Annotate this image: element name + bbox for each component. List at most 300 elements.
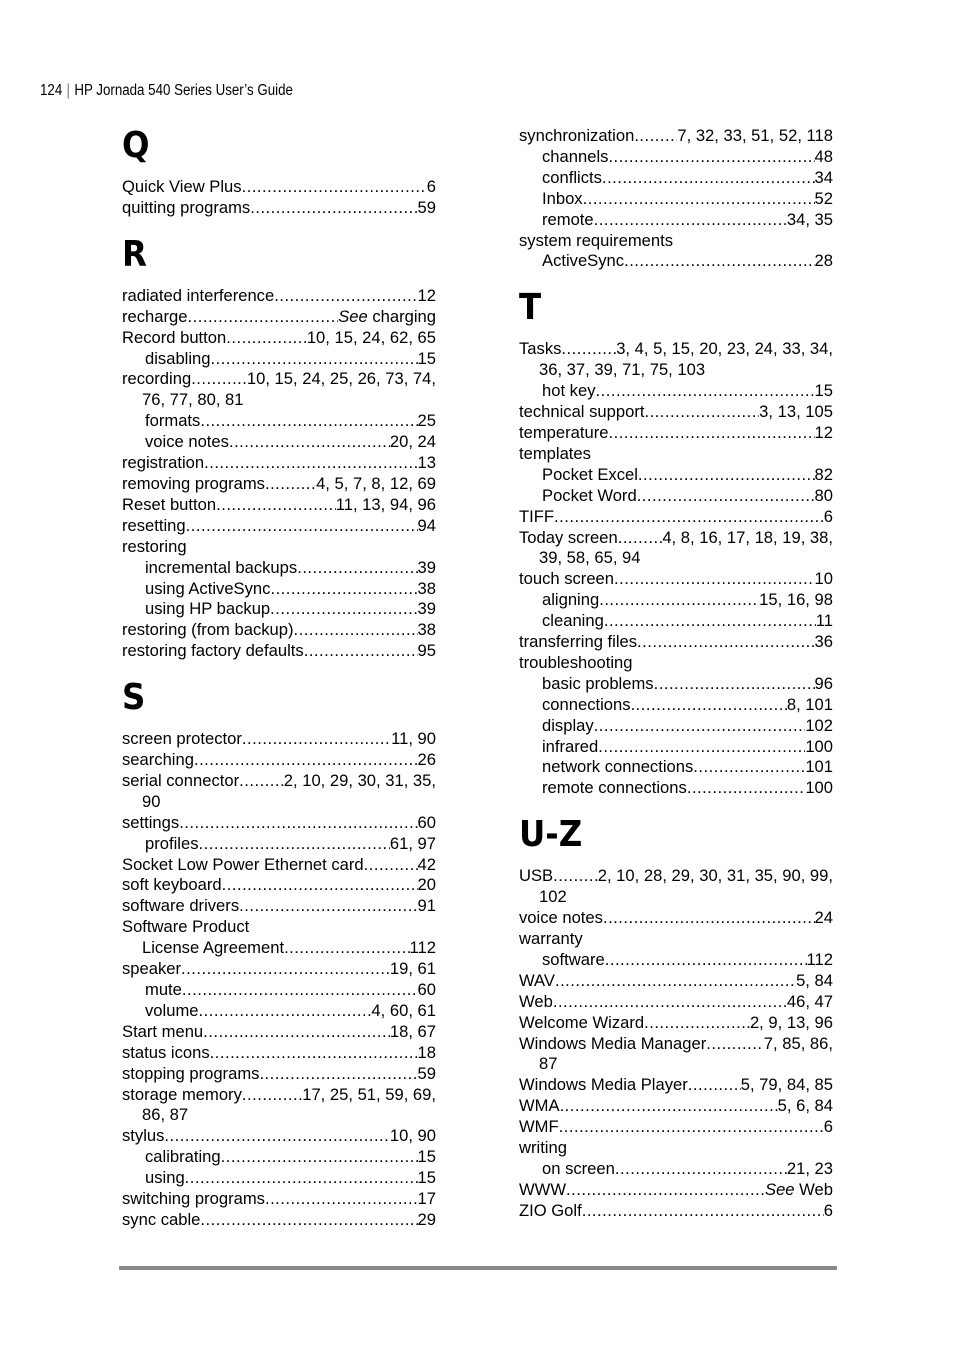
entry-term: WMA: [519, 1096, 560, 1116]
index-row: [519, 231, 833, 252]
entry-pages: [677, 126, 833, 147]
entry-pages: [764, 1034, 833, 1055]
entry-pages: [418, 579, 436, 600]
index-entry: [519, 929, 833, 950]
entry-term: Start menu: [122, 1021, 204, 1041]
page-numbers: 80: [814, 485, 833, 505]
index-entry: [122, 495, 436, 516]
page-numbers: 95: [417, 641, 436, 661]
entry-term: using ActiveSync: [145, 578, 271, 598]
index-row: [122, 729, 436, 750]
entry-pages: [759, 590, 833, 611]
index-row: [122, 959, 436, 980]
index-subentry: [122, 599, 436, 620]
page-numbers: 12: [417, 285, 436, 305]
entry-pages: [662, 528, 833, 549]
dot-leader: [297, 558, 417, 579]
index-subentry: [519, 716, 833, 737]
index-row: [122, 750, 436, 771]
index-row: [519, 737, 833, 758]
dot-leader: [222, 875, 418, 896]
entry-term: hot key: [542, 381, 596, 401]
dot-leader: [185, 1168, 418, 1189]
entry-pages: [418, 875, 436, 896]
entry-continuation: 76, 77, 80, 81: [142, 390, 244, 410]
entry-pages: [390, 1126, 436, 1147]
index-entry: [122, 328, 436, 349]
entry-term: disabling: [145, 348, 211, 368]
page-numbers: 100: [805, 736, 833, 756]
index-row: [519, 402, 833, 423]
index-row: [122, 307, 436, 328]
index-row: [122, 1064, 436, 1085]
page-numbers: 11, 90: [391, 729, 436, 749]
index-row: [122, 349, 436, 370]
index-row: [519, 611, 833, 632]
page-numbers: 34, 35: [786, 209, 833, 229]
index-entry: [122, 453, 436, 474]
page-numbers: 17, 25, 51, 59, 69,: [302, 1084, 436, 1104]
index-subentry: [519, 147, 833, 168]
page-header: [40, 82, 293, 100]
index-row: [519, 1075, 833, 1096]
entry-pages: [815, 632, 833, 653]
dot-leader: [364, 855, 418, 876]
entry-term: conflicts: [542, 167, 602, 187]
entry-term: USB: [519, 866, 554, 886]
entry-pages: [815, 251, 833, 272]
entry-pages: [787, 695, 833, 716]
index-row: [122, 641, 436, 662]
page-numbers: 20: [417, 875, 436, 895]
index-row: [519, 168, 833, 189]
page-numbers: 112: [806, 949, 833, 969]
index-section: [519, 126, 833, 272]
dot-leader: [221, 1147, 418, 1168]
entry-pages: [805, 757, 833, 778]
dot-leader: [602, 168, 815, 189]
dot-leader: [634, 126, 677, 147]
entry-term: synchronization: [519, 126, 635, 145]
entry-term: quitting programs: [122, 197, 251, 217]
index-row: [519, 716, 833, 737]
entry-term: profiles: [145, 833, 199, 853]
dot-leader: [203, 1022, 390, 1043]
entry-pages: [418, 855, 436, 876]
entry-term: remote: [542, 209, 594, 229]
dot-leader: [596, 381, 815, 402]
index-row: [519, 1201, 833, 1222]
entry-term: WMF: [519, 1117, 559, 1137]
index-subentry: [519, 210, 833, 231]
page-numbers: 4, 60, 61: [371, 1000, 436, 1020]
index-row: [122, 328, 436, 349]
index-row: [519, 950, 833, 971]
entry-term: voice notes: [145, 432, 229, 452]
entry-term: software drivers: [122, 896, 240, 916]
index-row: [519, 465, 833, 486]
page-numbers: 59: [417, 1063, 436, 1083]
page-numbers: 4, 5, 7, 8, 12, 69: [316, 473, 436, 493]
index-subentry: [519, 465, 833, 486]
index-row: [122, 432, 436, 453]
dot-leader: [242, 729, 391, 750]
entry-pages: [390, 1022, 436, 1043]
index-entry: [122, 641, 436, 662]
index-row: [122, 1147, 436, 1168]
index-row: [519, 674, 833, 695]
dot-leader: [615, 1159, 787, 1180]
entry-term: restoring (from backup): [122, 620, 294, 640]
dot-leader: [229, 432, 390, 453]
index-entry: [519, 402, 833, 423]
index-row: [519, 251, 833, 272]
index-row: [519, 653, 833, 674]
entry-term: touch screen: [519, 569, 615, 589]
index-entry: [122, 750, 436, 771]
entry-term: connections: [542, 694, 631, 714]
dot-leader: [270, 579, 417, 600]
index-row: [519, 866, 833, 887]
index-entry: [122, 1126, 436, 1147]
page-numbers: 21, 23: [786, 1158, 833, 1178]
entry-pages: [778, 1096, 833, 1117]
entry-term: WWW: [519, 1179, 566, 1199]
index-entry: [122, 1022, 436, 1043]
entry-term: screen protector: [122, 729, 242, 749]
index-entry: [122, 1064, 436, 1085]
dot-leader: [631, 695, 787, 716]
dot-leader: [561, 339, 616, 360]
entry-pages: [815, 381, 833, 402]
entry-term: using HP backup: [145, 599, 271, 619]
dot-leader: [239, 896, 417, 917]
index-subentry: [122, 349, 436, 370]
entry-pages: [410, 938, 436, 959]
index-row: [122, 474, 436, 495]
section-letter: U-Z: [519, 814, 583, 856]
entry-pages: [418, 641, 436, 662]
index-row: [122, 1001, 436, 1022]
book-title: HP Jornada 540 Series User’s Guide: [74, 82, 293, 99]
dot-leader: [644, 402, 759, 423]
entry-term: Welcome Wizard: [519, 1012, 645, 1032]
entry-term: Inbox: [542, 188, 583, 208]
section-gap: [519, 328, 833, 339]
entry-term: ZIO Golf: [519, 1200, 582, 1220]
entry-pages: [418, 980, 436, 1001]
index-entry: [122, 177, 436, 198]
entry-pages: [418, 813, 436, 834]
entry-term: searching: [122, 750, 194, 770]
page-numbers: 15: [417, 348, 436, 368]
dot-leader: [603, 908, 815, 929]
dot-leader: [594, 210, 787, 231]
entry-term: network connections: [542, 757, 694, 777]
entry-pages: [338, 307, 436, 328]
dot-leader: [554, 507, 824, 528]
index-subentry: [122, 579, 436, 600]
dot-leader: [181, 959, 390, 980]
page-numbers: 25: [417, 411, 436, 431]
dot-leader: [638, 465, 815, 486]
page-numbers: 2, 10, 29, 30, 31, 35,: [283, 770, 436, 790]
index-row: [122, 620, 436, 641]
index-entry: [122, 1085, 436, 1127]
page-numbers: 10: [814, 569, 833, 589]
dot-leader: [637, 632, 814, 653]
dot-leader: [265, 474, 316, 495]
index-entry: [122, 1043, 436, 1064]
entry-term: restoring factory defaults: [122, 641, 304, 661]
index-entry: [519, 971, 833, 992]
entry-pages: [815, 423, 833, 444]
dot-leader: [188, 307, 339, 328]
index-row: [519, 423, 833, 444]
entry-pages: [616, 339, 833, 360]
index-row: [122, 286, 436, 307]
index-entry: [519, 1034, 833, 1076]
page-numbers: 48: [814, 146, 833, 166]
index-entry: [519, 444, 833, 465]
entry-term: calibrating: [145, 1147, 221, 1167]
index-subentry: [519, 1159, 833, 1180]
entry-term: soft keyboard: [122, 875, 222, 895]
dot-leader: [242, 177, 427, 198]
dot-leader: [191, 369, 247, 390]
entry-pages: [815, 168, 833, 189]
entry-pages: [787, 1159, 833, 1180]
index-row: [122, 495, 436, 516]
page-numbers: 3, 4, 5, 15, 20, 23, 24, 33, 34,: [616, 339, 833, 359]
dot-leader: [559, 1117, 824, 1138]
index-section: [519, 288, 833, 799]
index-subentry: [519, 737, 833, 758]
index-row: [519, 1180, 833, 1201]
dot-leader: [599, 590, 759, 611]
dot-leader: [216, 495, 336, 516]
page-numbers: 102: [805, 715, 833, 735]
page-numbers: 46, 47: [786, 991, 833, 1011]
page-numbers: 39: [417, 599, 436, 619]
index-entry: [122, 474, 436, 495]
page-numbers: 101: [805, 757, 833, 777]
entry-pages: [418, 558, 436, 579]
index-entry: [519, 1201, 833, 1222]
index-row: [122, 771, 436, 792]
page-numbers: Web: [799, 1179, 833, 1199]
dot-leader: [259, 1064, 417, 1085]
dot-leader: [608, 147, 814, 168]
index-row: [519, 1096, 833, 1117]
entry-pages: [418, 516, 436, 537]
index-entry: [122, 620, 436, 641]
page-numbers: 28: [814, 251, 833, 271]
entry-pages: [418, 1168, 436, 1189]
dot-leader: [200, 411, 417, 432]
dot-leader: [199, 1001, 372, 1022]
entry-pages: [815, 189, 833, 210]
entry-pages: [418, 1210, 436, 1231]
page-numbers: 5, 6, 84: [777, 1096, 833, 1116]
dot-leader: [164, 1126, 389, 1147]
dot-leader: [553, 866, 598, 887]
index-subentry: [519, 168, 833, 189]
entry-pages: [805, 778, 833, 799]
entry-term: status icons: [122, 1042, 210, 1062]
index-entry: [519, 1013, 833, 1034]
page-numbers: 38: [417, 578, 436, 598]
index-row: [519, 778, 833, 799]
index-entry: [122, 516, 436, 537]
dot-leader: [687, 778, 805, 799]
page-numbers: 12: [814, 422, 833, 442]
page-numbers: 15, 16, 98: [759, 590, 833, 610]
index-row: [519, 569, 833, 590]
entry-term: Software Product: [122, 917, 250, 937]
index-subentry: [122, 1001, 436, 1022]
section-gap: [122, 718, 436, 729]
index-row: [122, 198, 436, 219]
see-reference: See: [765, 1179, 795, 1199]
dot-leader: [618, 528, 663, 549]
page-numbers: 5, 79, 84, 85: [740, 1075, 833, 1095]
page-numbers: 8, 101: [786, 694, 833, 714]
section-gap: [519, 855, 833, 866]
footer-rule: [119, 1266, 837, 1270]
section-gap: [122, 166, 436, 177]
index-entry: [122, 307, 436, 328]
page-numbers: 60: [417, 812, 436, 832]
index-row: [122, 369, 436, 390]
entry-term: switching programs: [122, 1189, 265, 1209]
index-entry: [519, 528, 833, 570]
dot-leader: [179, 813, 417, 834]
index-entry: [122, 917, 436, 938]
page-numbers: 36: [814, 632, 833, 652]
dot-leader: [598, 737, 805, 758]
dot-leader: [194, 750, 418, 771]
dot-leader: [304, 641, 418, 662]
index-entry: [122, 896, 436, 917]
index-row: [519, 632, 833, 653]
index-entry: [519, 992, 833, 1013]
page-numbers: 42: [417, 854, 436, 874]
page-numbers: 2, 9, 13, 96: [749, 1012, 833, 1032]
index-row: [519, 908, 833, 929]
section-letter: R: [122, 233, 147, 275]
entry-pages: [815, 486, 833, 507]
entry-pages: [741, 1075, 833, 1096]
entry-term: channels: [542, 146, 609, 166]
entry-term: recharge: [122, 306, 188, 326]
page-numbers: 15: [417, 1147, 436, 1167]
dot-leader: [204, 453, 417, 474]
entry-term: using: [145, 1168, 185, 1188]
entry-pages: [815, 674, 833, 695]
entry-term: volume: [145, 1000, 199, 1020]
entry-term: Pocket Excel: [542, 464, 638, 484]
index-row: [519, 992, 833, 1013]
section-letter: Q: [122, 125, 150, 166]
page-numbers: 11: [815, 611, 833, 631]
entry-term: stylus: [122, 1126, 165, 1146]
index-subentry: [519, 611, 833, 632]
index-entry: [122, 1210, 436, 1231]
page-numbers: 52: [814, 188, 833, 208]
dot-leader: [294, 620, 418, 641]
index-subentry: [122, 558, 436, 579]
dot-leader: [644, 1013, 750, 1034]
index-row: [122, 813, 436, 834]
page-numbers: 20, 24: [389, 432, 436, 452]
index-subentry: [122, 411, 436, 432]
index-row: [519, 528, 833, 549]
entry-term: software: [542, 949, 605, 969]
entry-term: Pocket Word: [542, 485, 637, 505]
index-row: [122, 453, 436, 474]
page-numbers: 15: [417, 1168, 436, 1188]
page-numbers: 10, 90: [389, 1126, 436, 1146]
page-numbers: 100: [805, 778, 833, 798]
index-section: [122, 126, 436, 219]
entry-term: Windows Media Manager: [519, 1033, 707, 1053]
page-numbers: 19, 61: [389, 959, 436, 979]
entry-pages: [815, 569, 833, 590]
index-section: [122, 235, 436, 662]
entry-term: Web: [519, 991, 553, 1011]
index-entry: [122, 959, 436, 980]
page-numbers: 59: [417, 197, 436, 217]
entry-pages: [390, 432, 436, 453]
entry-pages: [787, 210, 833, 231]
dot-leader: [604, 611, 816, 632]
index-subentry: [519, 590, 833, 611]
index-subentry: [519, 674, 833, 695]
index-row: [519, 695, 833, 716]
entry-pages: [418, 599, 436, 620]
index-row: [519, 381, 833, 402]
index-row: [122, 875, 436, 896]
entry-pages: [302, 1085, 436, 1106]
entry-pages: [418, 198, 436, 219]
index-row: [122, 599, 436, 620]
index-row: [519, 1034, 833, 1055]
index-subentry: [519, 381, 833, 402]
index-row: [519, 507, 833, 528]
entry-term: radiated interference: [122, 285, 275, 305]
dot-leader: [284, 938, 409, 959]
entry-term: temperature: [519, 422, 609, 442]
section-letter: T: [519, 287, 542, 329]
index-row: [519, 189, 833, 210]
entry-term: sync cable: [122, 1209, 201, 1229]
entry-pages: [418, 620, 436, 641]
dot-leader: [250, 198, 417, 219]
entry-pages: [391, 729, 436, 750]
index-entry: [122, 938, 436, 959]
entry-pages: [598, 866, 833, 887]
page-numbers: 2, 10, 28, 29, 30, 31, 35, 90, 99,: [597, 866, 833, 886]
entry-term: mute: [145, 980, 182, 999]
index-subentry: [519, 189, 833, 210]
dot-leader: [560, 1096, 778, 1117]
index-section: [122, 678, 436, 1231]
page-numbers: 112: [409, 938, 436, 958]
dot-leader: [199, 834, 390, 855]
index-subentry: [519, 950, 833, 971]
entry-continuation: 86, 87: [142, 1105, 189, 1125]
